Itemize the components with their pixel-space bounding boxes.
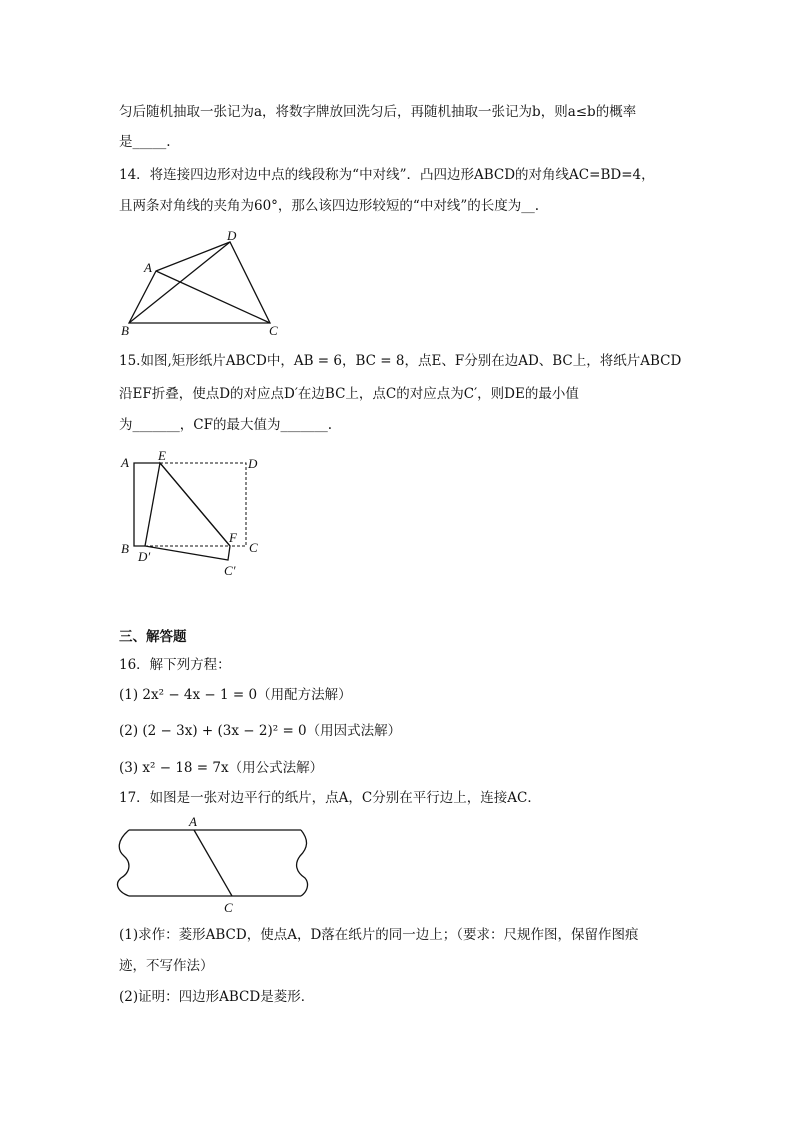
q15-folded-flap <box>145 463 230 560</box>
q14-quadrilateral-figure <box>112 225 292 337</box>
q15-label-c: C <box>249 540 258 555</box>
q16-part3: (3) x² − 18 = 7x（用公式法解） <box>119 760 324 776</box>
q14-label-c: C <box>269 323 278 337</box>
q15-label-d: D <box>248 456 258 471</box>
q15-label-d-prime: D′ <box>138 549 151 564</box>
q14-label-d: D <box>227 228 237 243</box>
q17-part1-line1: (1)求作：菱形ABCD，使点A，D落在纸片的同一边上；（要求：尺规作图，保留作图痕 <box>119 927 639 943</box>
q17-label-c: C <box>224 900 233 915</box>
q14-line2: 且两条对角线的夹角为60°，那么该四边形较短的“中对线”的长度为__. <box>119 198 540 214</box>
q16-part2: (2) (2 − 3x) + (3x − 2)² = 0（用因式法解） <box>119 723 402 739</box>
q13-line2: 是_____. <box>119 134 171 150</box>
q15-line2: 沿EF折叠，使点D的对应点D′在边BC上，点C的对应点为C′，则DE的最小值 <box>119 386 579 402</box>
q13-line1: 匀后随机抽取一张记为a，将数字牌放回洗匀后，再随机抽取一张记为b，则a≤b的概率 <box>119 104 637 120</box>
q14-diagonal-ac <box>156 271 270 323</box>
q14-line1: 14．将连接四边形对边中点的线段称为“中对线”．凸四边形ABCD的对角线AC=BD=4， <box>119 167 655 183</box>
q15-label-c-prime: C′ <box>224 563 236 578</box>
q17-left-wavy-edge <box>118 830 129 896</box>
q17-part2: (2)证明：四边形ABCD是菱形． <box>119 989 315 1005</box>
q17-part1-line2: 迹，不写作法） <box>119 958 214 974</box>
q16-stem: 16．解下列方程： <box>119 657 231 673</box>
q17-right-wavy-edge <box>297 830 308 896</box>
q15-line3: 为_______，CF的最大值为_______. <box>119 417 332 433</box>
q14-diagonal-bd <box>129 242 230 323</box>
q17-segment-ac <box>194 830 232 896</box>
q16-part1: (1) 2x² − 4x − 1 = 0（用配方法解） <box>119 687 352 703</box>
q14-quadrilateral-outline <box>129 242 270 323</box>
q17-stem: 17．如图是一张对边平行的纸片，点A，C分别在平行边上，连接AC． <box>119 790 541 806</box>
q15-line1: 15.如图,矩形纸片ABCD中，AB = 6，BC = 8，点E、F分别在边AD、BC上，将纸片ABCD <box>119 353 682 369</box>
q15-folded-rectangle-figure <box>112 448 272 583</box>
q17-paper-strip-figure <box>112 812 317 917</box>
q14-label-b: B <box>121 323 129 337</box>
q14-label-a: A <box>144 260 152 275</box>
q15-label-e: E <box>158 448 166 463</box>
q15-label-b: B <box>121 541 129 556</box>
q17-label-a: A <box>189 814 197 829</box>
section-heading: 三、解答题 <box>119 629 187 645</box>
q15-fold-line-ef <box>160 463 230 546</box>
q15-label-f: F <box>229 530 237 545</box>
q15-label-a: A <box>121 455 129 470</box>
